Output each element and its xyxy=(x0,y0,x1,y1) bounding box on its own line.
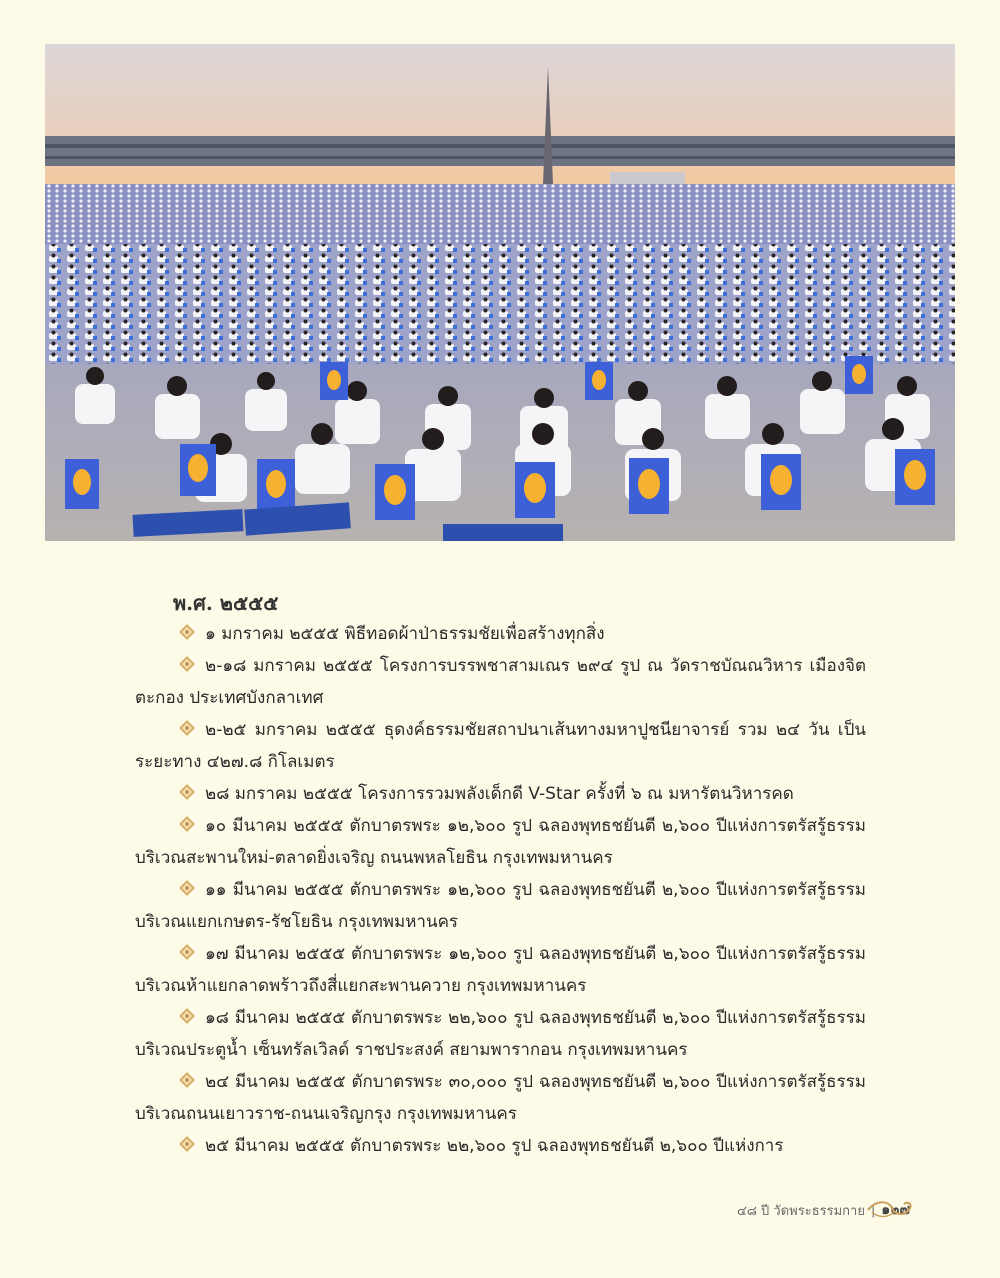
entry-text: ๒๘ มกราคม ๒๕๕๕ โครงการรวมพลังเด็กดี V-Star ครั้งที่ ๖ ณ มหารัตนวิหารคด xyxy=(205,784,794,804)
entry-text: ๑๗ มีนาคม ๒๕๕๕ ตักบาตรพระ ๑๒,๖๐๐ รูป ฉลองพุทธชยันตี ๒,๖๐๐ ปีแห่งการตรัสรู้ธรรม บริเวณห้าแยกลาดพร้าวถึงสี่แยกสะพานควาย กรุงเทพมหานคร xyxy=(135,944,866,996)
diamond-bullet-icon xyxy=(179,624,195,640)
entry-text: ๒๕ มีนาคม ๒๕๕๕ ตักบาตรพระ ๒๒,๖๐๐ รูป ฉลองพุทธชยันตี ๒,๖๐๐ ปีแห่งการ xyxy=(205,1136,784,1156)
diamond-bullet-icon xyxy=(179,816,195,832)
diamond-bullet-icon xyxy=(179,1136,195,1152)
timeline-entry xyxy=(135,714,866,778)
diamond-bullet-icon xyxy=(179,1072,195,1088)
diamond-bullet-icon xyxy=(179,880,195,896)
timeline-entry xyxy=(135,618,866,650)
entry-text: ๑๘ มีนาคม ๒๕๕๕ ตักบาตรพระ ๒๒,๖๐๐ รูป ฉลองพุทธชยันตี ๒,๖๐๐ ปีแห่งการตรัสรู้ธรรม บริเวณประตูน้ำ เซ็นทรัลเวิลด์ ราชประสงค์ สยามพารากอน กรุงเทพมหานคร xyxy=(135,1008,866,1060)
entry-text: ๒-๒๕ มกราคม ๒๕๕๕ ธุดงค์ธรรมชัยสถาปนาเส้นทางมหาปูชนียาจารย์ รวม ๒๔ วัน เป็นระยะทาง ๔๒๗.๘ กิโลเมตร xyxy=(135,720,866,772)
entry-text: ๑๑ มีนาคม ๒๕๕๕ ตักบาตรพระ ๑๒,๖๐๐ รูป ฉลองพุทธชยันตี ๒,๖๐๐ ปีแห่งการตรัสรู้ธรรม บริเวณแยกเกษตร-รัชโยธิน กรุงเทพมหานคร xyxy=(135,880,866,932)
entry-text: ๒๔ มีนาคม ๒๕๕๕ ตักบาตรพระ ๓๐,๐๐๐ รูป ฉลองพุทธชยันตี ๒,๖๐๐ ปีแห่งการตรัสรู้ธรรม บริเวณถนนเยาวราช-ถนนเจริญกรุง กรุงเทพมหานคร xyxy=(135,1072,866,1124)
page-number: ๑๒๗ xyxy=(881,1202,910,1218)
timeline-entry xyxy=(135,650,866,714)
timeline-entry xyxy=(135,810,866,874)
timeline-entry xyxy=(135,874,866,938)
timeline-section xyxy=(135,588,866,1162)
diamond-bullet-icon xyxy=(179,656,195,672)
photo-illustration xyxy=(45,44,955,541)
entry-text: ๒-๑๘ มกราคม ๒๕๕๕ โครงการบรรพชาสามเณร ๒๙๔ รูป ณ วัดราชบัณณวิหาร เมืองจิตตะกอง ประเทศบังกลาเทศ xyxy=(135,656,866,708)
year-heading: พ.ศ. ๒๕๕๕ xyxy=(173,591,279,615)
diamond-bullet-icon xyxy=(179,944,195,960)
timeline-entry xyxy=(135,1002,866,1066)
crowd-meditation-photo xyxy=(45,44,955,541)
diamond-bullet-icon xyxy=(179,784,195,800)
timeline-entry xyxy=(135,938,866,1002)
timeline-entry xyxy=(135,1066,866,1130)
entry-text: ๑ มกราคม ๒๕๕๕ พิธีทอดผ้าป่าธรรมชัยเพื่อสร้างทุกสิ่ง xyxy=(205,624,605,644)
book-title: ๔๘ ปี วัดพระธรรมกาย xyxy=(737,1203,865,1219)
timeline-entry xyxy=(135,778,866,810)
diamond-bullet-icon xyxy=(179,720,195,736)
entry-text: ๑๐ มีนาคม ๒๕๕๕ ตักบาตรพระ ๑๒,๖๐๐ รูป ฉลองพุทธชยันตี ๒,๖๐๐ ปีแห่งการตรัสรู้ธรรม บริเวณสะพานใหม่-ตลาดยิ่งเจริญ ถนนพหลโยธิน กรุงเทพมหานคร xyxy=(135,816,866,868)
swirl-ornament-icon xyxy=(866,1198,914,1220)
diamond-bullet-icon xyxy=(179,1008,195,1024)
timeline-entry xyxy=(135,1130,866,1162)
footer-separator: | xyxy=(870,1202,876,1218)
